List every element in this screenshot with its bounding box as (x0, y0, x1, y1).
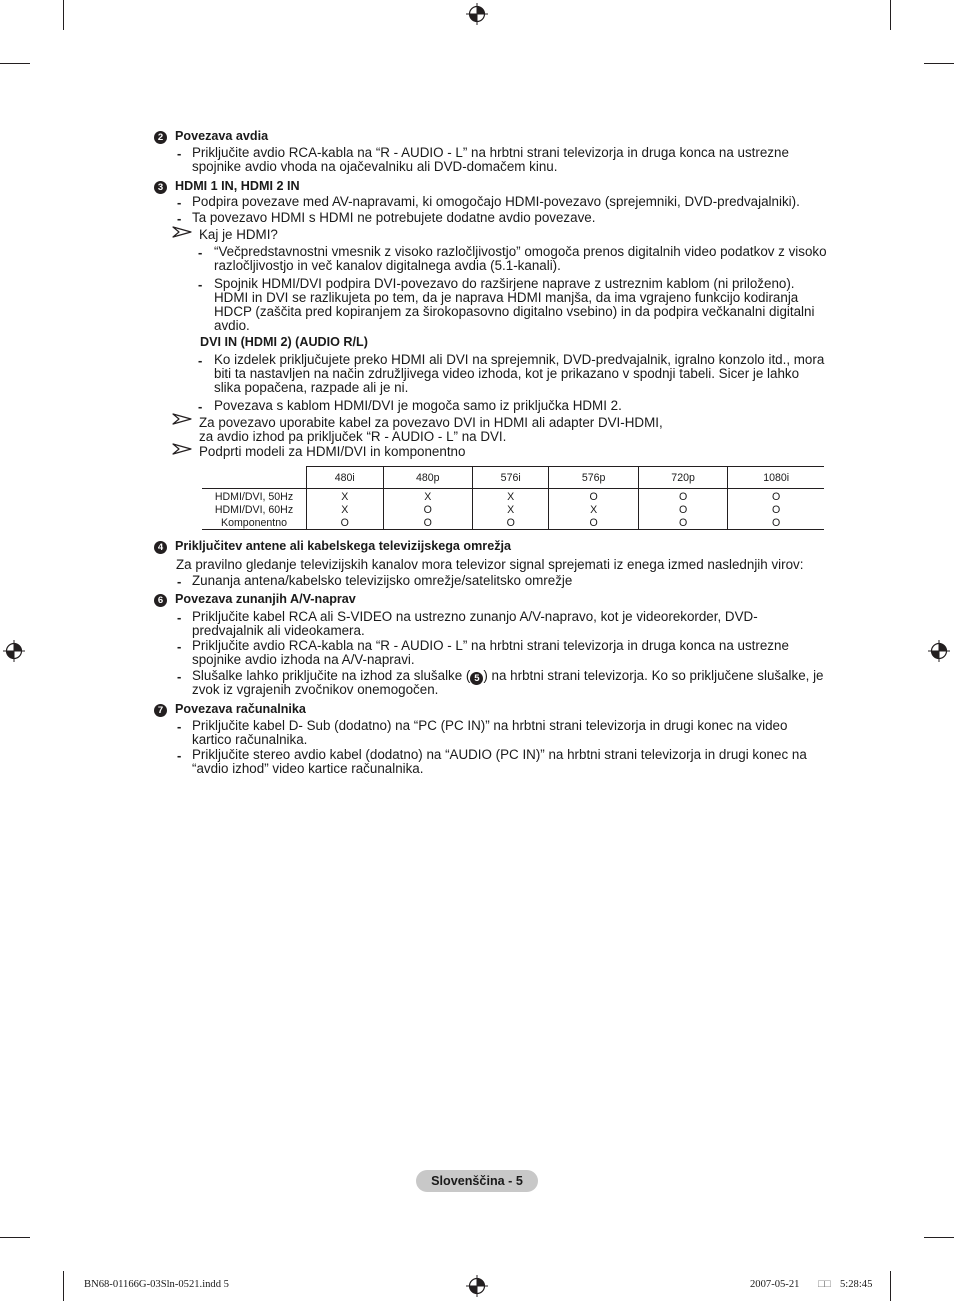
crop-mark (890, 0, 891, 30)
section-number-badge: 2 (154, 131, 167, 144)
section-number-badge: 6 (154, 594, 167, 607)
table-header-cell: 720p (638, 467, 727, 489)
section-title: Povezava zunanjih A/V-naprav (175, 592, 356, 606)
table-cell: X (549, 503, 638, 516)
bullet-text: slika popačena, razpade ali je ni. (214, 380, 409, 395)
print-boxes: □□ (818, 1279, 831, 1290)
table-cell: O (638, 516, 727, 530)
table-cell: O (728, 516, 824, 530)
note-text: za avdio izhod pa priključek “R - AUDIO - L” na DVI. (199, 429, 507, 444)
crop-mark (924, 1237, 954, 1238)
table-row (202, 489, 824, 504)
bullet-text: “avdio izhod” video kartice računalnika. (192, 761, 424, 776)
table-row-label: Komponentno (202, 516, 307, 530)
crop-mark (890, 1271, 891, 1301)
bullet-text: Ta povezavo HDMI s HDMI ne potrebujete dodatne avdio povezave. (192, 210, 596, 225)
table-cell: X (307, 503, 384, 516)
registration-mark-icon (466, 3, 488, 25)
table-cell: O (638, 489, 727, 504)
section-title: Priključitev antene ali kabelskega televizijskega omrežja (175, 539, 512, 553)
bullet-dash: - (177, 669, 182, 684)
table-cell: O (728, 489, 824, 504)
bullet-dash: - (177, 719, 182, 734)
bullet-dash: - (177, 195, 182, 210)
table-header-row (202, 467, 824, 489)
table-cell: O (728, 503, 824, 516)
bullet-text: Zunanja antena/kabelsko televizijsko omrežje/satelitsko omrežje (192, 573, 573, 588)
bullet-dash: - (198, 245, 203, 260)
bullet-dash: - (177, 748, 182, 763)
table-cell: O (307, 516, 384, 530)
bullet-text: Priključite kabel D- Sub (dodatno) na “PC (PC IN)” na hrbtni strani televizorja in drugi konec na video (192, 718, 788, 733)
note-text: Kaj je HDMI? (199, 227, 278, 242)
compatibility-table (202, 466, 824, 530)
bullet-text: razločljivostjo in več kanalov digitalnega avdia (5.1-kanali). (214, 258, 561, 273)
headphone-port-number-badge: 5 (470, 672, 483, 685)
section-title: HDMI 1 IN, HDMI 2 IN (175, 179, 300, 193)
bullet-dash: - (198, 277, 203, 292)
page-number-label: Slovenščina - 5 (416, 1170, 538, 1192)
bullet-text-end: ) na hrbtni strani televizorja. Ko so priključene slušalke, je (483, 668, 824, 683)
section-number-badge: 4 (154, 541, 167, 554)
crop-mark (63, 1271, 64, 1301)
registration-mark-icon (928, 640, 950, 662)
print-date: 2007-05-21 (750, 1279, 800, 1290)
bullet-dash: - (177, 610, 182, 625)
section-number-badge: 3 (154, 181, 167, 194)
table-cell: O (549, 516, 638, 530)
bullet-text: biti ta nastavljen na način združljivega video izhoda, kot je prikazano v spodnji tabeli. Sicer je lahko (214, 366, 800, 381)
bullet-dash: - (177, 211, 182, 226)
table-cell: X (472, 503, 549, 516)
bullet-dash: - (177, 146, 182, 161)
section-number-badge: 7 (154, 704, 167, 717)
bullet-text: avdio. (214, 318, 250, 333)
table-cell: X (307, 489, 384, 504)
bullet-text: Priključite kabel RCA ali S-VIDEO na ustrezno zunanjo A/V-napravo, kot je videorekorder, DVD- (192, 609, 758, 624)
table-row (202, 516, 824, 530)
table-row-label: HDMI/DVI, 50Hz (202, 489, 307, 504)
crop-mark (63, 0, 64, 30)
bullet-dash: - (198, 399, 203, 414)
table-header-cell: 480p (383, 467, 472, 489)
bullet-text: Priključite stereo avdio kabel (dodatno) na “AUDIO (PC IN)” na hrbtni strani televizorja in drugi konec na (192, 747, 807, 762)
table-cell: O (549, 489, 638, 504)
table-cell: O (638, 503, 727, 516)
table-cell: O (472, 516, 549, 530)
bullet-text: kartico računalnika. (192, 732, 308, 747)
bullet-text-start: Slušalke lahko priključite na izhod za slušalke ( (192, 668, 471, 683)
note-text: Za povezavo uporabite kabel za povezavo DVI in HDMI ali adapter DVI-HDMI, (199, 415, 663, 430)
note-arrow-icon (172, 443, 192, 455)
note-arrow-icon (172, 413, 192, 425)
print-time: 5:28:45 (840, 1279, 873, 1290)
section-title: Povezava računalnika (175, 702, 306, 716)
table-header-cell: 480i (307, 467, 384, 489)
bullet-text: Priključite avdio RCA-kabla na “R - AUDIO - L” na hrbtni strani televizorja in druga konca na ustrezne (192, 145, 789, 160)
bullet-text: “Večpredstavnostni vmesnik z visoko razločljivostjo” omogoča prenos digitalnih video podatkov z visoko (214, 244, 827, 259)
crop-mark (924, 63, 954, 64)
crop-mark (0, 1237, 30, 1238)
paragraph-text: Za pravilno gledanje televizijskih kanalov mora televizor signal sprejemati iz enega izmed naslednjih virov: (176, 557, 804, 572)
bullet-text: spojnike avdio izhoda na A/V-napravi. (192, 652, 415, 667)
table-header-cell: 576p (549, 467, 638, 489)
bullet-text: HDMI in DVI se razlikujeta po tem, da je naprava HDMI manjša, da ima vgrajeno funkcijo kodiranja (214, 290, 799, 305)
bullet-text: spojnike avdio vhoda na ojačevalniku ali DVD-domačem kinu. (192, 159, 558, 174)
table-row-label: HDMI/DVI, 60Hz (202, 503, 307, 516)
bullet-text: Spojnik HDMI/DVI podpira DVI-povezavo do razširjene naprave z ustreznim kablom (ni priloženo). (214, 276, 795, 291)
bullet-text: predvajalnik ali videokamera. (192, 623, 365, 638)
bullet-dash: - (177, 639, 182, 654)
bullet-dash: - (177, 574, 182, 589)
note-text: Podprti modeli za HDMI/DVI in komponentno (199, 444, 466, 459)
bullet-text: Ko izdelek priključujete preko HDMI ali DVI na sprejemnik, DVD-predvajalnik, igralno konzolo itd., mora (214, 352, 825, 367)
bullet-text: HDCP (zaščita pred kopiranjem za širokopasovno digitalno vsebino) in da podpira večkanalni digitalni (214, 304, 815, 319)
section-title: Povezava avdia (175, 129, 269, 143)
registration-mark-icon (466, 1275, 488, 1297)
subsection-title: DVI IN (HDMI 2) (AUDIO R/L) (200, 335, 368, 349)
registration-mark-icon (3, 640, 25, 662)
table-cell: O (383, 516, 472, 530)
table-header-cell: 576i (472, 467, 549, 489)
table-cell: O (383, 503, 472, 516)
bullet-text: Priključite avdio RCA-kabla na “R - AUDIO - L” na hrbtni strani televizorja in druga konca na ustrezne (192, 638, 789, 653)
table-cell: X (472, 489, 549, 504)
bullet-text: Podpira povezave med AV-napravami, ki omogočajo HDMI-povezavo (sprejemniki, DVD-predvajalniki). (192, 194, 800, 209)
crop-mark (0, 63, 30, 64)
bullet-text: Povezava s kablom HDMI/DVI je mogoča samo iz priključka HDMI 2. (214, 398, 622, 413)
table-cell: X (383, 489, 472, 504)
bullet-dash: - (198, 353, 203, 368)
file-name: BN68-01166G-03Sln-0521.indd 5 (84, 1279, 229, 1290)
bullet-text: zvok iz vgrajenih zvočnikov onemogočen. (192, 682, 439, 697)
table-header-cell: 1080i (728, 467, 824, 489)
note-arrow-icon (172, 226, 192, 238)
table-row (202, 503, 824, 516)
table-header-cell (202, 467, 307, 489)
